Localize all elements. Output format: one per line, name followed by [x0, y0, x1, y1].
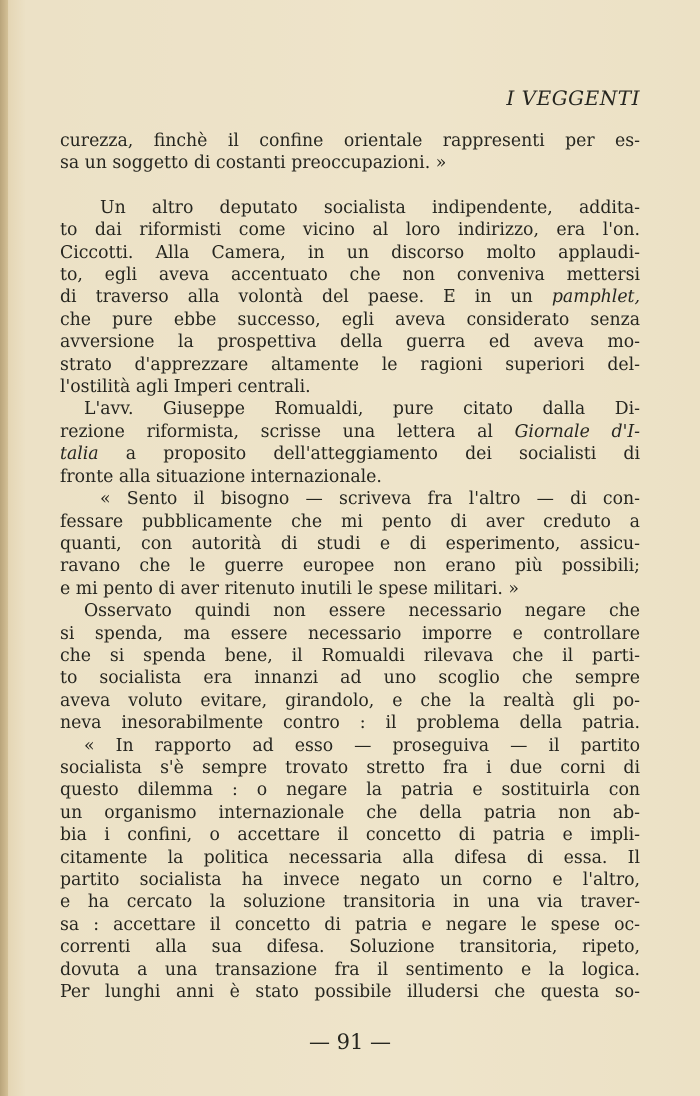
- paragraph-5: [60, 600, 640, 734]
- text-line: rezione riformista, scrisse una lettera al Giornale d'I-: [60, 421, 640, 442]
- text-line: sa un soggetto di costanti preoccupazioni. »: [60, 153, 447, 174]
- text-line: quanti, con autorità di studi e di esperimento, assicu-: [60, 533, 640, 554]
- text-line: correnti alla sua difesa. Soluzione transitoria, ripeto,: [60, 937, 640, 958]
- paragraph-6: [60, 735, 640, 1004]
- text-line: talia a proposito dell'atteggiamento dei socialisti di: [60, 444, 640, 465]
- text-line: L'avv. Giuseppe Romualdi, pure citato dalla Di-: [84, 399, 640, 420]
- text-line: curezza, finchè il confine orientale rappresenti per es-: [60, 131, 640, 151]
- text-line: to dai riformisti come vicino al loro indirizzo, era l'on.: [60, 220, 640, 241]
- text-line: Per lunghi anni è stato possibile illudersi che questa so-: [60, 982, 640, 1003]
- italic-word: pamphlet,: [551, 287, 640, 308]
- italic-title: talia: [60, 444, 99, 465]
- text-line: si spenda, ma essere necessario imporre e controllare: [60, 623, 640, 644]
- text-line: questo dilemma : o negare la patria e sostituirla con: [60, 780, 640, 801]
- text-line: sa : accettare il concetto di patria e negare le spese oc-: [60, 914, 640, 935]
- text-line: strato d'apprezzare altamente le ragioni superiori del-: [60, 354, 640, 375]
- text-line: to socialista era innanzi ad uno scoglio che sempre: [60, 668, 640, 689]
- text-line: un organismo internazionale che della patria non ab-: [60, 802, 640, 823]
- text-line: partito socialista ha invece negato un corno e l'altro,: [60, 870, 640, 890]
- book-spine-shadow: [0, 0, 8, 1096]
- text-line: neva inesorabilmente contro : il problema della patria.: [60, 713, 640, 734]
- text-line: to, egli aveva accentuato che non conveniva mettersi: [60, 265, 640, 286]
- text-line: Osservato quindi non essere necessario negare che: [84, 601, 640, 622]
- text-line: Ciccotti. Alla Camera, in un discorso molto applaudi-: [60, 242, 640, 263]
- italic-title: Giornale d'I-: [514, 421, 640, 442]
- text-line: « Sento il bisogno — scriveva fra l'altro — di con-: [100, 489, 640, 510]
- text-line: che pure ebbe successo, egli aveva considerato senza: [60, 309, 640, 330]
- paragraph-4: [60, 488, 640, 600]
- text-line: Un altro deputato socialista indipendente, addita-: [100, 197, 640, 218]
- text-line: dovuta a una transazione fra il sentimento e la logica.: [60, 959, 640, 980]
- text-line: di traverso alla volontà del paese. E in un pamphlet,: [60, 287, 640, 308]
- text-line: e ha cercato la soluzione transitoria in una via traver-: [60, 892, 640, 913]
- text-line: citamente la politica necessaria alla difesa di essa. Il: [60, 847, 640, 868]
- text-line: avversione la prospettiva della guerra ed aveva mo-: [60, 332, 640, 353]
- paragraph-3: [60, 398, 640, 488]
- text-line: e mi pento di aver ritenuto inutili le spese militari. »: [60, 578, 519, 599]
- paragraph-1: [60, 130, 640, 175]
- text-line: aveva voluto evitare, girandolo, e che la realtà gli po-: [60, 690, 640, 711]
- text-line: che si spenda bene, il Romualdi rilevava che il parti-: [60, 645, 640, 666]
- paragraph-2: [60, 197, 640, 399]
- text-line: fessare pubblicamente che mi pento di aver creduto a: [60, 511, 640, 532]
- text-line: socialista s'è sempre trovato stretto fra i due corni di: [60, 757, 640, 778]
- text-line: fronte alla situazione internazionale.: [60, 466, 382, 487]
- paragraph-gap: [60, 175, 640, 197]
- text-line: « In rapporto ad esso — proseguiva — il partito: [84, 735, 640, 756]
- text-line: ravano che le guerre europee non erano più possibili;: [60, 556, 640, 577]
- text-line: l'ostilità agli Imperi centrali.: [60, 377, 311, 398]
- text-line: bia i confini, o accettare il concetto di patria e impli-: [60, 825, 640, 846]
- running-head: I VEGGENTI: [506, 86, 640, 110]
- page-number: — 91 —: [308, 1030, 392, 1054]
- body-text: [60, 130, 640, 1003]
